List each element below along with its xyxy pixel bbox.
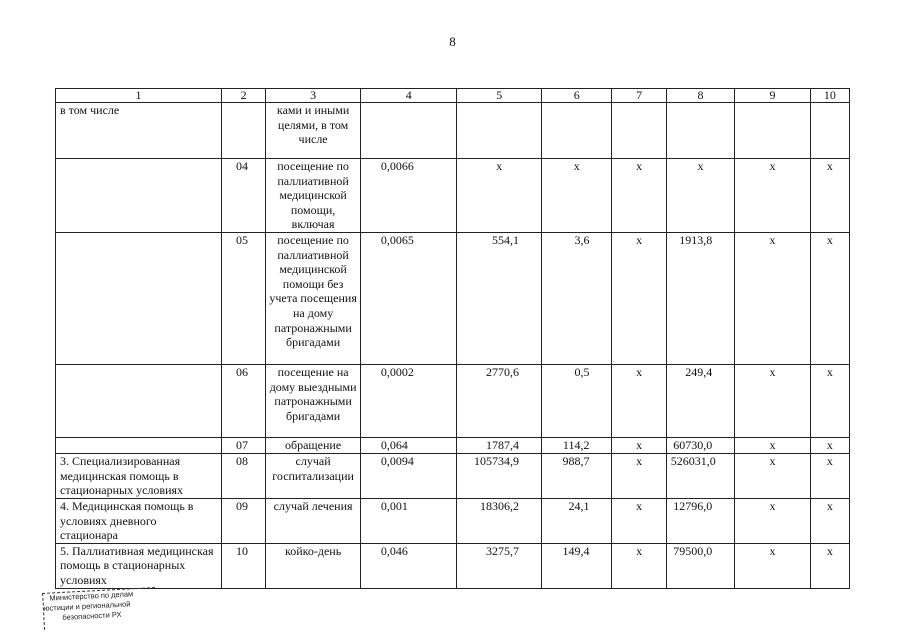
cell-norm: 0,0094 bbox=[360, 453, 457, 498]
cell-value-7: х bbox=[612, 543, 666, 588]
cell-value-9: х bbox=[735, 364, 810, 437]
stamp-line-2: юстиции и региональной bbox=[43, 599, 131, 613]
col-header-9: 9 bbox=[735, 89, 810, 103]
cell-unit: посещение на дому выездными патронажными бригадами bbox=[266, 364, 361, 437]
table-row bbox=[56, 103, 850, 159]
cell-norm: 0,001 bbox=[360, 498, 457, 543]
cell-code: 09 bbox=[222, 498, 266, 543]
cell-value-8: 12796,0 bbox=[666, 498, 734, 543]
cell-value-7: х bbox=[612, 159, 666, 233]
cell-value-9: х bbox=[735, 498, 810, 543]
cell-unit: посещение по паллиативной медицинской помощи без учета посещения на дому патронажными бригадами bbox=[266, 232, 361, 364]
cell-name: в том числе bbox=[56, 103, 222, 159]
cell-value-9: х bbox=[735, 437, 810, 453]
cell-value-10 bbox=[810, 103, 849, 159]
cell-value-7: х bbox=[612, 453, 666, 498]
cell-value-7: х bbox=[612, 437, 666, 453]
cell-value-10: х bbox=[810, 437, 849, 453]
cell-value-6: х bbox=[542, 159, 612, 233]
cell-value-5: 18306,2 bbox=[457, 498, 542, 543]
table-row bbox=[56, 453, 850, 498]
cell-value-6: 3,6 bbox=[542, 232, 612, 364]
header-row bbox=[56, 89, 850, 103]
table-row bbox=[56, 543, 850, 588]
cell-value-8: 79500,0 bbox=[666, 543, 734, 588]
page-number: 8 bbox=[449, 34, 456, 49]
cell-value-10: х bbox=[810, 364, 849, 437]
table-row bbox=[56, 232, 850, 364]
cell-code: 07 bbox=[222, 437, 266, 453]
col-header-5: 5 bbox=[457, 89, 542, 103]
col-header-7: 7 bbox=[612, 89, 666, 103]
cell-value-10: х bbox=[810, 232, 849, 364]
cell-value-10: х bbox=[810, 543, 849, 588]
cell-name bbox=[56, 159, 222, 233]
col-header-3: 3 bbox=[266, 89, 361, 103]
cell-code bbox=[222, 103, 266, 159]
data-table bbox=[55, 88, 850, 589]
col-header-1: 1 bbox=[56, 89, 222, 103]
cell-value-8: х bbox=[666, 159, 734, 233]
cell-unit: случай лечения bbox=[266, 498, 361, 543]
cell-value-6: 24,1 bbox=[542, 498, 612, 543]
cell-value-5: 554,1 bbox=[457, 232, 542, 364]
cell-value-6: 0,5 bbox=[542, 364, 612, 437]
cell-value-9: х bbox=[735, 232, 810, 364]
cell-value-7 bbox=[612, 103, 666, 159]
cell-value-6: 114,2 bbox=[542, 437, 612, 453]
cell-value-6: 149,4 bbox=[542, 543, 612, 588]
cell-value-5 bbox=[457, 103, 542, 159]
cell-unit: обращение bbox=[266, 437, 361, 453]
cell-value-5: х bbox=[457, 159, 542, 233]
cell-name: 5. Паллиативная медицинская помощь в стационарных условиях bbox=[56, 543, 222, 588]
table-row bbox=[56, 159, 850, 233]
cell-value-7: х bbox=[612, 498, 666, 543]
cell-value-6: 988,7 bbox=[542, 453, 612, 498]
cell-unit: случай госпитализации bbox=[266, 453, 361, 498]
table-row bbox=[56, 498, 850, 543]
cell-norm: 0,046 bbox=[360, 543, 457, 588]
cell-value-5: 105734,9 bbox=[457, 453, 542, 498]
stamp-line-3: безопасности РХ bbox=[62, 609, 122, 622]
cell-value-10: х bbox=[810, 498, 849, 543]
cell-value-8 bbox=[666, 103, 734, 159]
cell-value-8: 526031,0 bbox=[666, 453, 734, 498]
col-header-10: 10 bbox=[810, 89, 849, 103]
cell-value-8: 249,4 bbox=[666, 364, 734, 437]
cell-code: 04 bbox=[222, 159, 266, 233]
cell-norm: 0,0066 bbox=[360, 159, 457, 233]
cell-value-8: 1913,8 bbox=[666, 232, 734, 364]
cell-value-5: 2770,6 bbox=[457, 364, 542, 437]
cell-value-8: 60730,0 bbox=[666, 437, 734, 453]
cell-norm: 0,0065 bbox=[360, 232, 457, 364]
col-header-6: 6 bbox=[542, 89, 612, 103]
cell-value-7: х bbox=[612, 232, 666, 364]
cell-name bbox=[56, 437, 222, 453]
cell-value-9: х bbox=[735, 159, 810, 233]
col-header-2: 2 bbox=[222, 89, 266, 103]
cell-name: 4. Медицинская помощь в условиях дневного стационара bbox=[56, 498, 222, 543]
cell-norm bbox=[360, 103, 457, 159]
cell-norm: 0,064 bbox=[360, 437, 457, 453]
table-row bbox=[56, 364, 850, 437]
cell-code: 06 bbox=[222, 364, 266, 437]
cell-code: 08 bbox=[222, 453, 266, 498]
table-row bbox=[56, 437, 850, 453]
cell-code: 10 bbox=[222, 543, 266, 588]
cell-value-9 bbox=[735, 103, 810, 159]
cell-unit: ками и иными целями, в том числе bbox=[266, 103, 361, 159]
cell-value-9: х bbox=[735, 453, 810, 498]
cell-value-6 bbox=[542, 103, 612, 159]
cell-value-10: х bbox=[810, 453, 849, 498]
cell-value-10: х bbox=[810, 159, 849, 233]
cell-name bbox=[56, 232, 222, 364]
cell-value-5: 1787,4 bbox=[457, 437, 542, 453]
ministry-stamp bbox=[42, 587, 157, 630]
cell-value-9: х bbox=[735, 543, 810, 588]
cell-norm: 0,0002 bbox=[360, 364, 457, 437]
cell-value-5: 3275,7 bbox=[457, 543, 542, 588]
stamp-line-1: Министерство по делам bbox=[49, 589, 134, 603]
cell-value-7: х bbox=[612, 364, 666, 437]
cell-name: 3. Специализированная медицинская помощь в стационарных условиях bbox=[56, 453, 222, 498]
cell-code: 05 bbox=[222, 232, 266, 364]
col-header-8: 8 bbox=[666, 89, 734, 103]
col-header-4: 4 bbox=[360, 89, 457, 103]
cell-name bbox=[56, 364, 222, 437]
cell-unit: койко-день bbox=[266, 543, 361, 588]
cell-unit: посещение по паллиативной медицинской помощи, включая bbox=[266, 159, 361, 233]
